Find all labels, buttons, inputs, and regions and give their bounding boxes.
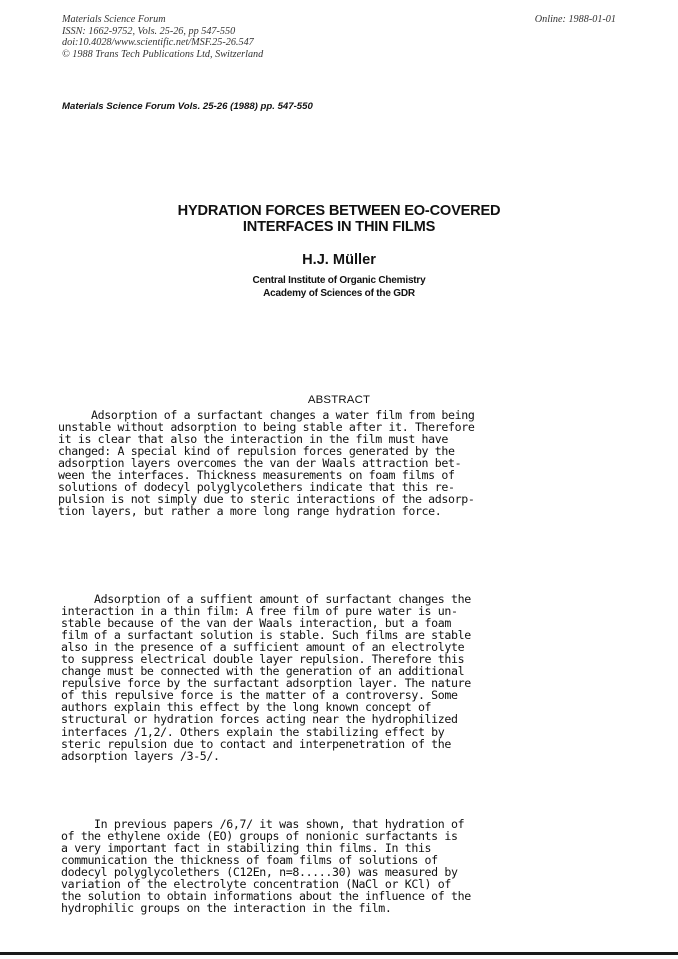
journal-line: Materials Science Forum Vols. 25-26 (1988) pp. 547-550: [62, 101, 313, 112]
body-line: change must be connected with the generation of an additional: [61, 664, 465, 679]
abstract-body: [58, 409, 474, 517]
body-line: to suppress electrical double layer repulsion. Therefore this: [61, 652, 465, 667]
affiliation-line: Central Institute of Organic Chemistry: [252, 275, 426, 286]
body-line: film of a surfactant solution is stable. Such films are stable: [61, 628, 471, 643]
body-line: communication the thickness of foam films of solutions of: [61, 853, 438, 868]
abstract-line: solutions of dodecyl polyglycolethers indicate that this re-: [58, 480, 455, 495]
title-line: HYDRATION FORCES BETWEEN EO-COVERED: [177, 203, 501, 219]
abstract-line: Adsorption of a surfactant changes a water film from being: [58, 408, 475, 422]
abstract-line: pulsion is not simply due to steric interactions of the adsorp-: [58, 492, 475, 507]
body-line: dodecyl polyglycolethers (C12En, n=8.....30) was measured by: [61, 865, 458, 880]
affiliation-line: Academy of Sciences of the GDR: [263, 287, 415, 299]
title-line: INTERFACES IN THIN FILMS: [242, 219, 436, 235]
body-paragraph-2: [61, 818, 471, 914]
body-line: of the ethylene oxide (EO) groups of nonionic surfactants is: [61, 829, 458, 844]
online-date: Online: 1988-01-01: [534, 14, 616, 25]
body-line: hydrophilic groups on the interaction in the film.: [61, 901, 392, 916]
abstract-line: changed: A special kind of repulsion forces generated by the: [58, 444, 455, 459]
body-line: interfaces /1,2/. Others explain the stabilizing effect by: [61, 724, 445, 739]
meta-journal-name: Materials Science Forum: [62, 14, 166, 25]
body-line: of this repulsive force is the matter of a controversy. Some: [61, 688, 458, 703]
author-name: H.J. Müller: [302, 252, 376, 268]
abstract-line: adsorption layers overcomes the van der Waals attraction bet-: [58, 456, 462, 471]
body-line: variation of the electrolyte concentration (NaCl or KCl) of: [61, 877, 451, 892]
body-line: authors explain this effect by the long known concept of: [61, 700, 432, 715]
body-line: In previous papers /6,7/ it was shown, that hydration of: [61, 817, 465, 831]
body-line: steric repulsion due to contact and interpenetration of the: [61, 736, 451, 751]
body-line: Adsorption of a suffient amount of surfactant changes the: [61, 592, 471, 606]
abstract-line: unstable without adsorption to being stable after it. Therefore: [58, 420, 475, 435]
paper-title: [0, 203, 678, 235]
body-line: the solution to obtain informations about the influence of the: [61, 889, 471, 904]
abstract-line: ween the interfaces. Thickness measurements on foam films of: [58, 468, 455, 483]
body-paragraph-1: [61, 593, 471, 762]
body-line: interaction in a thin film: A free film of pure water is un-: [61, 604, 458, 619]
body-line: stable because of the van der Waals interaction, but a foam: [61, 616, 451, 631]
body-line: repulsive force by the surfactant adsorption layer. The nature: [61, 676, 471, 691]
bottom-rule: [0, 952, 678, 955]
meta-copyright: © 1988 Trans Tech Publications Ltd, Switzerland: [62, 48, 264, 60]
abstract-line: it is clear that also the interaction in the film must have: [58, 432, 448, 447]
meta-doi: doi:10.4028/www.scientific.net/MSF.25-26.547: [62, 37, 254, 49]
body-line: a very important fact in stabilizing thin films. In this: [61, 841, 432, 856]
body-line: also in the presence of a sufficient amount of an electrolyte: [61, 640, 465, 655]
abstract-line: tion layers, but rather a more long range hydration force.: [58, 504, 442, 519]
body-line: structural or hydration forces acting near the hydrophilized: [61, 712, 458, 727]
abstract-heading: ABSTRACT: [307, 394, 371, 406]
body-line: adsorption layers /3-5/.: [61, 748, 220, 763]
citation-metadata: [62, 14, 263, 60]
affiliation: [0, 275, 678, 300]
meta-issn: ISSN: 1662-9752, Vols. 25-26, pp 547-550: [62, 25, 236, 37]
